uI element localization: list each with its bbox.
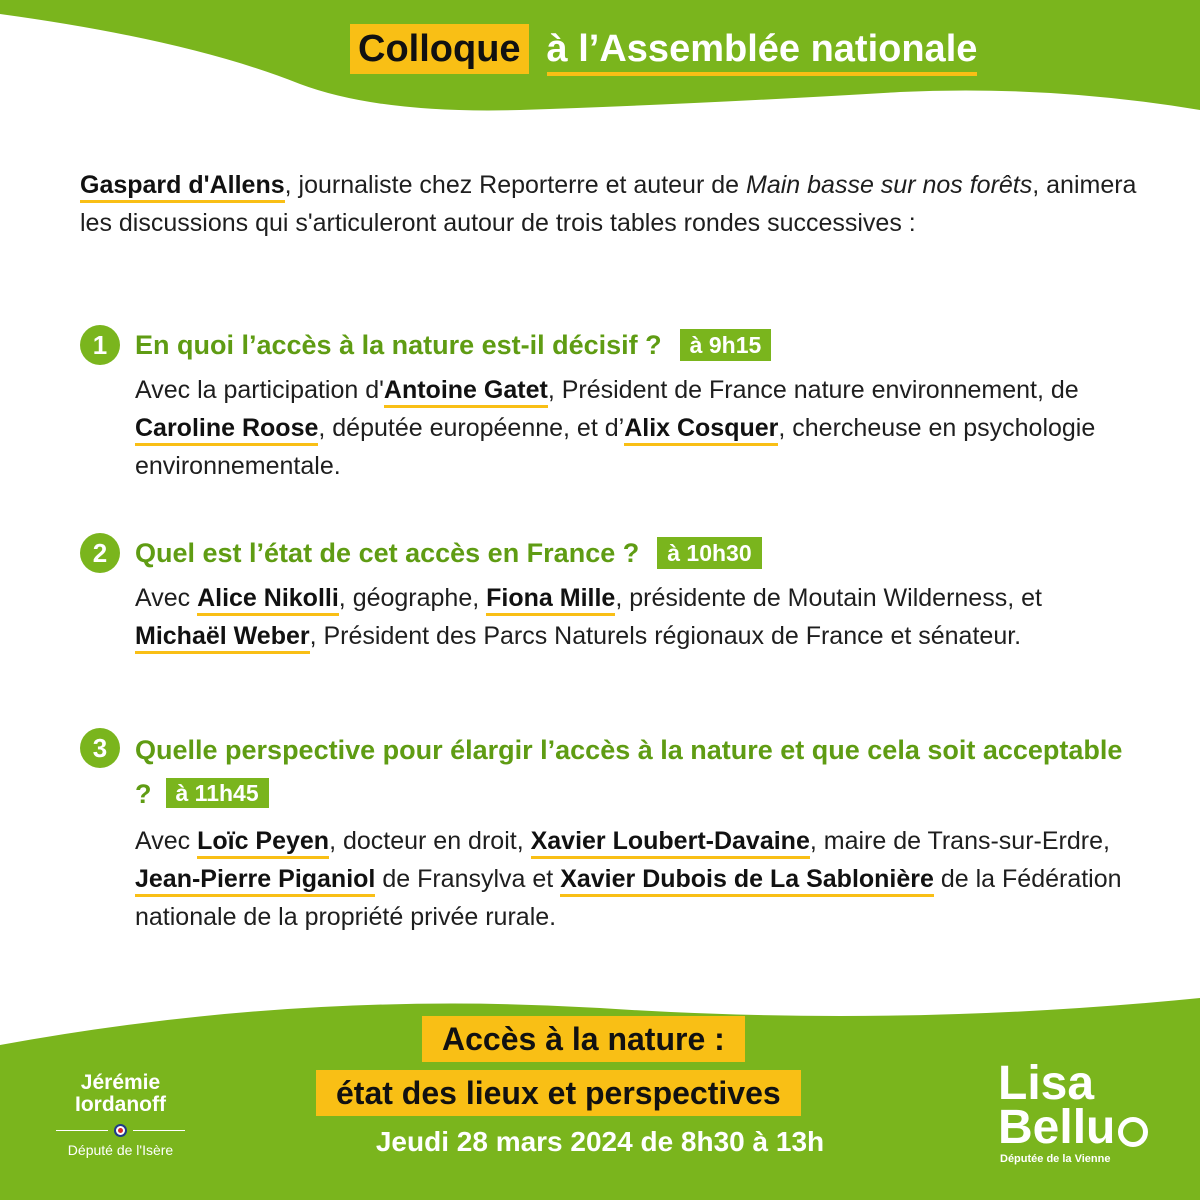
- section-question: En quoi l’accès à la nature est-il décisif ?: [135, 330, 662, 360]
- tricolor-roundel-icon: [114, 1124, 127, 1137]
- round-table-1: [80, 325, 1140, 485]
- title-rest: à l’Assemblée nationale: [546, 28, 978, 70]
- logo-first-name: Jérémie: [80, 1071, 161, 1094]
- speaker-name: Alix Cosquer: [624, 414, 778, 446]
- time-badge: à 10h30: [657, 537, 761, 569]
- speakers-text: , chercheuse en psychologie environnementale.: [135, 414, 1096, 480]
- time-badge: à 11h45: [166, 778, 269, 808]
- question-text: Quelle perspective pour élargir l’accès à la nature et que cela soit acceptable ?: [135, 735, 1123, 809]
- speakers-text: , maire de Trans-sur-Erdre,: [809, 827, 1110, 855]
- speakers-text: , présidente de Moutain Wilderness, et: [615, 584, 1042, 612]
- speakers-text: , Président de France nature environnement, de: [547, 376, 1079, 404]
- section-header: [80, 533, 1140, 573]
- logo-last-name: Bellu: [998, 1101, 1116, 1154]
- round-table-3: [80, 728, 1140, 936]
- speaker-name: Caroline Roose: [135, 414, 318, 446]
- moderator-name: Gaspard d'Allens: [80, 171, 285, 203]
- book-title: Main basse sur nos forêts: [746, 171, 1033, 199]
- section-speakers: [135, 371, 1135, 485]
- section-header: [80, 728, 1140, 816]
- section-speakers: [135, 579, 1135, 655]
- logo-first-name: Lisa: [998, 1057, 1095, 1110]
- event-title-line1: Accès à la nature :: [422, 1016, 745, 1062]
- page-title: [350, 24, 977, 74]
- section-number: 1: [80, 325, 120, 365]
- logo-role: Députée de la Vienne: [1000, 1153, 1111, 1165]
- speakers-text: , députée européenne, et d’: [318, 414, 625, 442]
- time-badge: à 9h15: [680, 329, 772, 361]
- intro-text: , animera les discussions qui s'articuleront autour de trois tables rondes successives :: [80, 171, 1137, 237]
- logo-role: Député de l'Isère: [67, 1142, 174, 1158]
- speaker-name: Antoine Gatet: [384, 376, 548, 408]
- divider: [56, 1130, 108, 1131]
- event-title-line2: état des lieux et perspectives: [316, 1070, 801, 1116]
- speaker-name: Fiona Mille: [486, 584, 615, 616]
- title-highlight: Colloque: [350, 24, 529, 74]
- logo-lisa-belluco: [998, 1057, 1168, 1166]
- speakers-text: , géographe,: [338, 584, 487, 612]
- section-number: 3: [80, 728, 120, 768]
- section-number: 2: [80, 533, 120, 573]
- speakers-text: de Fransylva et: [375, 865, 561, 893]
- section-question: [135, 728, 1135, 816]
- speaker-name: Jean-Pierre Piganiol: [135, 865, 375, 897]
- speaker-name: Loïc Peyen: [197, 827, 329, 859]
- round-table-2: [80, 533, 1140, 655]
- speaker-name: Xavier Loubert-Davaine: [531, 827, 810, 859]
- section-question: Quel est l’état de cet accès en France ?: [135, 538, 640, 568]
- section-speakers: [135, 822, 1135, 936]
- speakers-text: , docteur en droit,: [329, 827, 531, 855]
- speaker-name: Xavier Dubois de La Sablonière: [560, 865, 934, 897]
- intro-text: , journaliste chez Reporterre et auteur de: [284, 171, 746, 199]
- speakers-text: de la Fédération nationale de la propriété privée rurale.: [135, 865, 1122, 931]
- logo-last-name: Iordanoff: [75, 1093, 166, 1116]
- intro-paragraph: [80, 166, 1140, 242]
- logo-last-name-row: [998, 1101, 1168, 1154]
- speakers-text: , Président des Parcs Naturels régionaux de France et sénateur.: [309, 622, 1022, 650]
- speaker-name: Alice Nikolli: [197, 584, 339, 616]
- speaker-name: Michaël Weber: [135, 622, 310, 654]
- logo-separator: [48, 1124, 193, 1137]
- speakers-text: Avec: [135, 584, 198, 612]
- speakers-text: Avec la participation d': [135, 376, 384, 404]
- event-date: Jeudi 28 mars 2024 de 8h30 à 13h: [375, 1126, 825, 1157]
- divider: [133, 1130, 185, 1131]
- ring-icon: [1118, 1117, 1148, 1147]
- section-header: [80, 325, 1140, 365]
- speakers-text: Avec: [135, 827, 198, 855]
- logo-jeremie-iordanoff: [48, 1072, 193, 1159]
